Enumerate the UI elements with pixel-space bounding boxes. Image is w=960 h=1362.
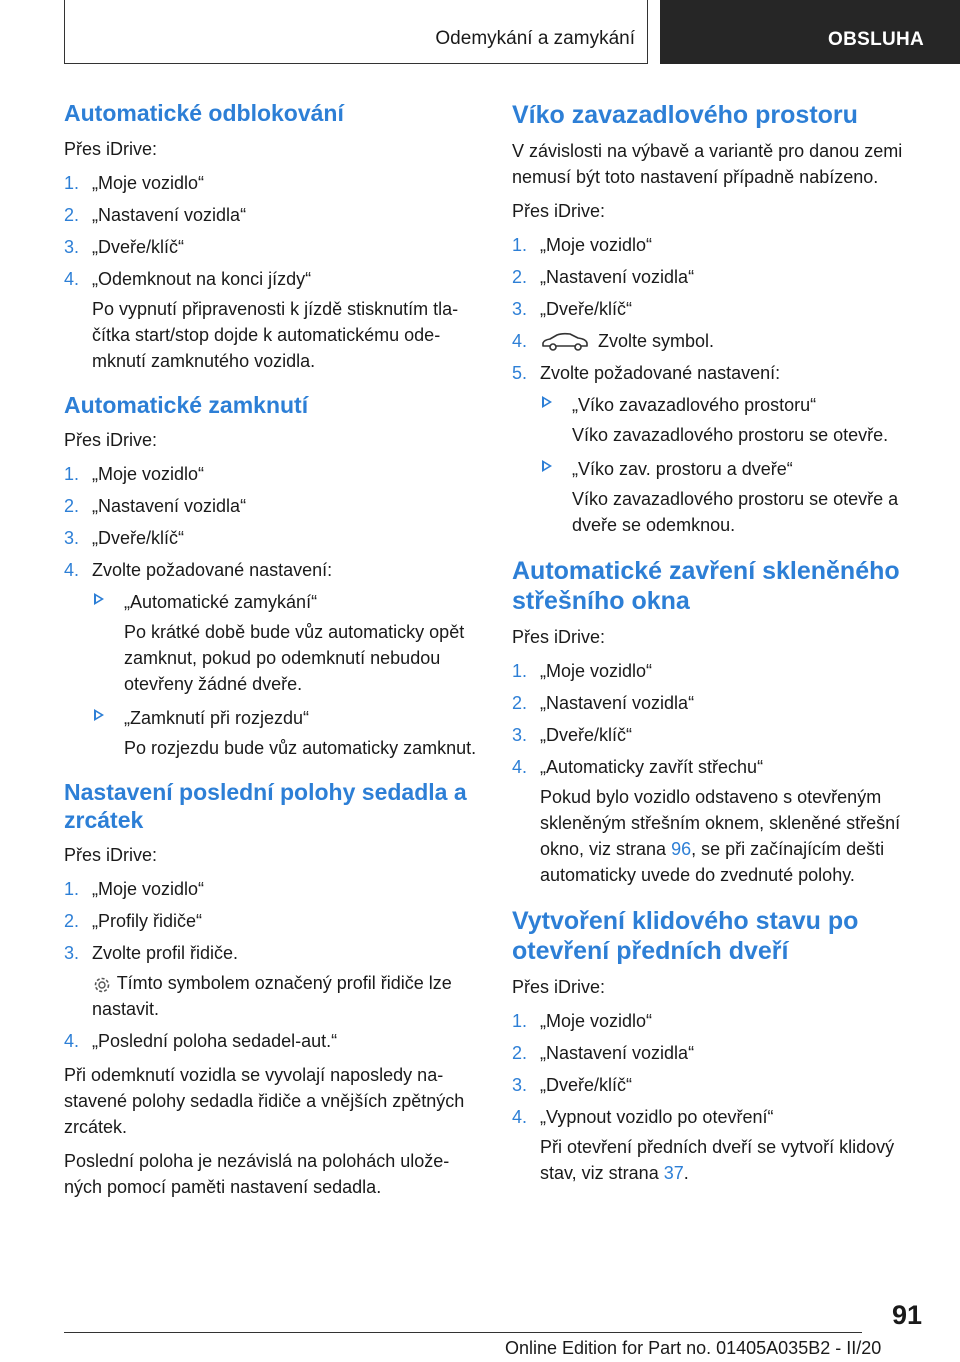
section-idle-state: [512, 906, 924, 1186]
step-number: 2.: [64, 204, 80, 225]
option-item: [92, 589, 480, 697]
left-column: [64, 100, 480, 1218]
footer-divider: [64, 1332, 862, 1333]
header-chapter-tab: [660, 0, 960, 64]
step-item: [512, 1072, 924, 1098]
option-description: Po rozjezdu bude vůz automaticky zamknut.: [124, 738, 477, 759]
step-list: [512, 658, 924, 888]
step-item: [512, 232, 924, 258]
step-text: Zvolte symbol.: [598, 331, 715, 351]
step-number: 5.: [512, 363, 528, 383]
step-description: Po vypnutí připravenosti k jízdě stisknutím tlačítka start/stop dojde k automatickému odemknutí zamknutého vozidla.: [92, 298, 459, 371]
option-label: „Víko zavazadlového prostoru“: [572, 395, 817, 415]
step-number: 2.: [512, 1043, 528, 1063]
step-number: 3.: [64, 943, 80, 964]
step-text: „Dveře/klíč“: [540, 725, 633, 745]
step-text: Zvolte profil řidiče.: [92, 943, 239, 964]
step-description: [92, 970, 480, 1022]
step-item: [512, 1104, 924, 1186]
step-number: 3.: [512, 1075, 528, 1095]
step-text: „Poslední poloha sedadel-aut.“: [92, 1031, 338, 1052]
desc-text: Pokud bylo vozidlo odstaveno s otevřeným skleněným střešním oknem, skleněné střešní okno, viz strana: [540, 787, 901, 859]
option-item: [540, 456, 924, 538]
step-description-text: Tímto symbolem označený profil řidiče lze nastavit.: [92, 973, 452, 1020]
body-paragraph: V závislosti na výbavě a variantě pro danou zemi nemusí být toto nastavení případně nabízeno.: [512, 141, 903, 187]
step-number: 3.: [64, 528, 80, 549]
page-link-37[interactable]: 37: [663, 1163, 684, 1183]
step-item: [64, 170, 480, 196]
step-text: „Dveře/klíč“: [92, 528, 185, 549]
option-item: [540, 392, 924, 448]
step-text: Zvolte požadované nastavení:: [540, 363, 781, 383]
option-description: Víko zavazadlového prostoru se otevře a dveře se odemknou.: [572, 489, 899, 535]
triangle-bullet-icon: [94, 709, 104, 721]
step-item: [64, 876, 480, 902]
step-item: [64, 557, 480, 761]
step-item: [512, 1008, 924, 1034]
step-number: 2.: [64, 496, 80, 517]
step-text: „Nastavení vozidla“: [540, 1043, 695, 1063]
section-title: Vytvoření klidového stavu po otevření předních dveří: [512, 907, 859, 965]
step-number: 3.: [64, 236, 80, 257]
step-text: „Odemknout na konci jízdy“: [92, 268, 312, 289]
step-description: [540, 784, 924, 888]
step-number: 4.: [64, 560, 80, 581]
step-text: „Dveře/klíč“: [540, 1075, 633, 1095]
step-number: 3.: [512, 725, 528, 745]
step-number: 4.: [64, 1031, 80, 1052]
step-list: [64, 170, 480, 374]
footer-edition: Online Edition for Part no. 01405A035B2 - II/20: [505, 1338, 882, 1358]
intro-text: Přes iDrive:: [512, 627, 606, 647]
step-text: „Moje vozidlo“: [540, 1011, 653, 1031]
step-list: [512, 1008, 924, 1186]
step-item: [64, 493, 480, 519]
option-list: [92, 589, 480, 761]
gear-icon: [92, 975, 112, 995]
step-item: [512, 264, 924, 290]
step-list: [64, 461, 480, 761]
step-list: [64, 876, 480, 1054]
intro-text: Přes iDrive:: [64, 138, 158, 159]
section-title: Nastavení poslední polohy sedadla a zrcátek: [64, 779, 467, 833]
step-text: „Moje vozidlo“: [540, 661, 653, 681]
step-number: 1.: [512, 661, 528, 681]
step-item: [512, 754, 924, 888]
step-number: 1.: [64, 464, 80, 485]
option-item: [92, 705, 480, 761]
section-trunk-lid: [512, 100, 924, 538]
desc-text: Při otevření předních dveří se vytvoří klidový stav, viz strana: [540, 1137, 895, 1183]
step-item: [64, 202, 480, 228]
body-paragraph: Poslední poloha je nezávislá na polohách uložených pomocí paměti nastavení sedadla.: [64, 1151, 450, 1198]
step-text: „Moje vozidlo“: [92, 464, 205, 485]
step-item: [512, 328, 924, 354]
step-number: 3.: [512, 299, 528, 319]
page-number: 91: [891, 1300, 922, 1330]
header-section-title: Odemykání a zamykání: [435, 28, 635, 49]
step-item: [512, 690, 924, 716]
option-list: [540, 392, 924, 538]
section-title: Automatické odblokování: [64, 100, 344, 126]
step-item: [512, 1040, 924, 1066]
triangle-bullet-icon: [542, 396, 552, 408]
section-auto-unlock: [64, 100, 480, 374]
step-number: 4.: [512, 331, 528, 351]
desc-text: .: [683, 1163, 689, 1183]
step-item: [64, 266, 480, 374]
step-number: 4.: [64, 268, 80, 289]
intro-text: Přes iDrive:: [64, 430, 158, 451]
option-description: Po krátké době bude vůz automaticky opět zamknut, pokud po odemknutí nebudou otevřeny žádné dveře.: [124, 622, 465, 695]
step-number: 1.: [64, 172, 80, 193]
step-text: Zvolte požadované nastavení:: [92, 560, 333, 581]
step-item: [64, 908, 480, 934]
step-item: [64, 525, 480, 551]
step-number: 2.: [512, 693, 528, 713]
step-number: 4.: [512, 1107, 528, 1127]
step-text: „Dveře/klíč“: [540, 299, 633, 319]
section-auto-lock: [64, 392, 480, 762]
option-label: „Automatické zamykání“: [124, 592, 318, 613]
header-chapter-label: OBSLUHA: [828, 29, 925, 50]
section-auto-close-sunroof: [512, 556, 924, 888]
step-text: „Moje vozidlo“: [92, 879, 205, 900]
step-number: 1.: [512, 235, 528, 255]
triangle-bullet-icon: [94, 593, 104, 605]
desc-text: , se při začínajícím dešti automaticky uvede do zvednuté polohy.: [540, 839, 885, 885]
step-text: „Nastavení vozidla“: [92, 204, 247, 225]
step-text: „Automaticky zavřít střechu“: [540, 757, 764, 777]
step-text: „Nastavení vozidla“: [540, 267, 695, 287]
section-title: Automatické zavření skleněného střešního okna: [512, 557, 900, 615]
intro-text: Přes iDrive:: [512, 201, 606, 221]
section-title: Víko zavazadlového prostoru: [512, 101, 858, 129]
step-item: [64, 461, 480, 487]
section-title: Automatické zamknutí: [64, 391, 309, 418]
header-section-box: [64, 0, 648, 64]
car-icon: [540, 331, 590, 353]
step-number: 1.: [64, 879, 80, 900]
step-number: 4.: [512, 757, 528, 777]
step-description: [540, 1134, 924, 1186]
step-item: [64, 1028, 480, 1054]
step-text: „Nastavení vozidla“: [540, 693, 695, 713]
step-text: „Nastavení vozidla“: [92, 496, 247, 517]
option-label: „Víko zav. prostoru a dveře“: [572, 459, 793, 479]
step-number: 2.: [64, 911, 80, 932]
step-item: [512, 658, 924, 684]
step-item: [512, 722, 924, 748]
step-item: [512, 296, 924, 322]
step-text: „Dveře/klíč“: [92, 236, 185, 257]
section-seat-mirror-position: [64, 779, 480, 1200]
page-link-96[interactable]: 96: [671, 839, 692, 859]
option-label: „Zamknutí při rozjezdu“: [124, 708, 310, 729]
step-text: „Profily řidiče“: [92, 911, 203, 932]
option-description: Víko zavazadlového prostoru se otevře.: [572, 425, 889, 445]
step-text: „Moje vozidlo“: [540, 235, 653, 255]
step-text: „Moje vozidlo“: [92, 172, 205, 193]
step-item: [64, 940, 480, 1022]
triangle-bullet-icon: [542, 460, 552, 472]
intro-text: Přes iDrive:: [64, 845, 158, 866]
intro-text: Přes iDrive:: [512, 977, 606, 997]
step-number: 2.: [512, 267, 528, 287]
body-paragraph: Při odemknutí vozidla se vyvolají naposledy nastavené polohy sedadla řidiče a vnějších zpětných zrcátek.: [64, 1065, 465, 1138]
step-number: 1.: [512, 1011, 528, 1031]
step-text: „Vypnout vozidlo po otevření“: [540, 1107, 774, 1127]
right-column: [512, 100, 924, 1204]
step-list: [512, 232, 924, 538]
step-item: [512, 360, 924, 538]
step-item: [64, 234, 480, 260]
